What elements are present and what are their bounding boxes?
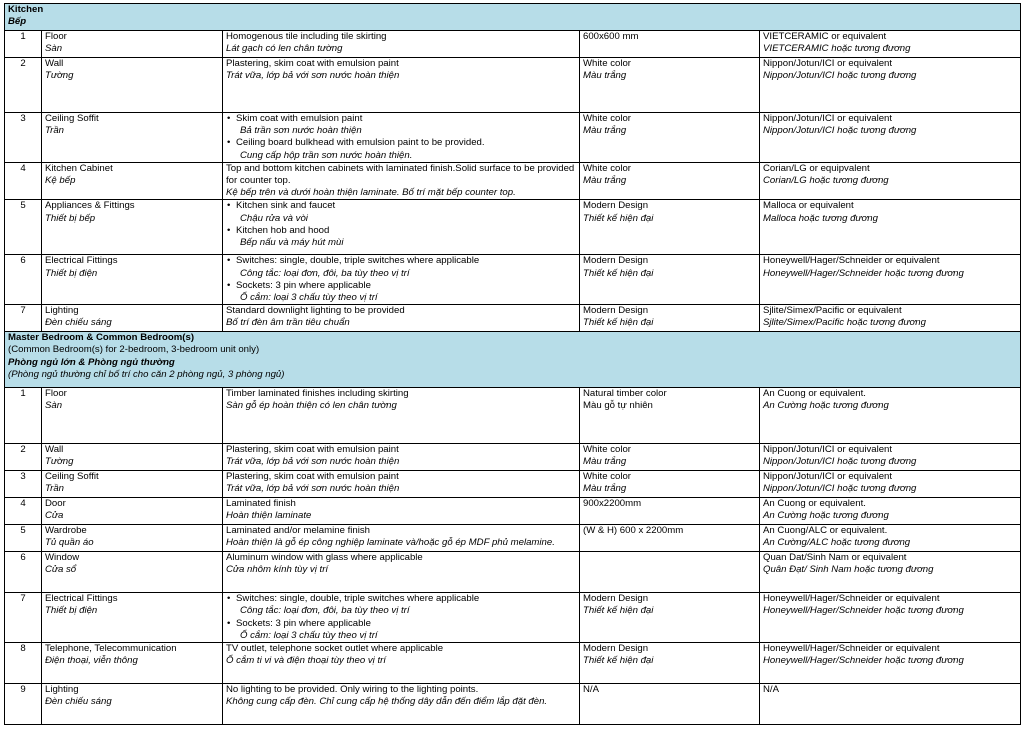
section-note: (Common Bedroom(s) for 2-bedroom, 3-bedroom unit only) xyxy=(8,344,260,356)
item-name: Lighting xyxy=(45,684,79,696)
brand-text: Honeywell/Hager/Schneider or equivalent xyxy=(763,593,940,605)
item-cell xyxy=(42,471,223,498)
item-name: Lighting xyxy=(45,305,79,317)
bullet-text: • Switches: single, double, triple switches where applicable xyxy=(236,255,480,267)
description-cell xyxy=(223,58,580,113)
row-number: 9 xyxy=(20,684,26,696)
table-row xyxy=(5,684,1021,725)
item-cell xyxy=(42,113,223,163)
section-title: Master Bedroom & Common Bedroom(s) xyxy=(8,332,195,344)
row-number-cell xyxy=(5,552,42,593)
description-bullet-item xyxy=(226,137,576,161)
specification-text-vi: Thiết kế hiện đại xyxy=(583,317,654,329)
item-cell xyxy=(42,444,223,471)
item-name-vi: Cửa sổ xyxy=(45,564,77,576)
specification-text: N/A xyxy=(583,684,599,696)
brand-text-vi: Quân Đạt/ Sinh Nam hoặc tương đương xyxy=(763,564,934,576)
brand-text-vi: Corian/LG hoặc tương đương xyxy=(763,175,889,187)
brand-cell xyxy=(760,593,1021,643)
specification-cell xyxy=(580,255,760,305)
specification-text: Natural timber color xyxy=(583,388,667,400)
bullet-text-vi: Chậu rửa và vòi xyxy=(240,212,308,224)
brand-text-vi: An Cường/ALC hoặc tương đương xyxy=(763,537,911,549)
specification-text-vi: Thiết kế hiện đại xyxy=(583,605,654,617)
item-cell xyxy=(42,684,223,725)
item-name-vi: Sàn xyxy=(45,43,63,55)
row-number-cell xyxy=(5,200,42,255)
brand-text: Quan Dat/Sinh Nam or equivalent xyxy=(763,552,907,564)
specification-cell xyxy=(580,305,760,332)
specification-cell xyxy=(580,552,760,593)
description-text: Plastering, skim coat with emulsion paint xyxy=(226,444,399,456)
table-row xyxy=(5,552,1021,593)
table-row xyxy=(5,643,1021,684)
row-number: 7 xyxy=(20,593,26,605)
description-cell xyxy=(223,444,580,471)
row-number: 6 xyxy=(20,255,26,267)
specification-cell xyxy=(580,388,760,444)
table-row xyxy=(5,498,1021,525)
description-bullet-item xyxy=(226,225,576,249)
item-cell xyxy=(42,388,223,444)
description-cell xyxy=(223,498,580,525)
specification-text: White color xyxy=(583,444,631,456)
specification-text-vi: Thiết kế hiện đại xyxy=(583,655,654,667)
section-header-cell xyxy=(5,4,1021,31)
description-text-vi: Bố trí đèn âm trần tiêu chuẩn xyxy=(226,317,350,329)
description-cell xyxy=(223,305,580,332)
specification-text: 900x2200mm xyxy=(583,498,642,510)
table-row xyxy=(5,31,1021,58)
description-cell xyxy=(223,200,580,255)
item-name-vi: Tường xyxy=(45,70,74,82)
row-number: 5 xyxy=(20,200,26,212)
row-number-cell xyxy=(5,498,42,525)
specification-text: (W & H) 600 x 2200mm xyxy=(583,525,684,537)
table-row xyxy=(5,162,1021,200)
item-name: Door xyxy=(45,498,66,510)
specification-text-vi: Màu trắng xyxy=(583,483,627,495)
specification-text-vi: Thiết kế hiện đại xyxy=(583,267,654,279)
brand-text: An Cuong or equivalent. xyxy=(763,498,866,510)
item-name: Wall xyxy=(45,444,64,456)
item-name-vi: Tường xyxy=(45,456,74,468)
bullet-text: • Ceiling board bulkhead with emulsion paint to be provided. xyxy=(236,137,485,149)
item-cell xyxy=(42,498,223,525)
finishes-spec-table xyxy=(4,3,1021,725)
description-bullet-item xyxy=(226,280,576,304)
brand-text-vi: An Cường hoặc tương đương xyxy=(763,510,889,522)
item-name-vi: Trần xyxy=(45,125,65,137)
description-text-vi: Cửa nhôm kính tùy vị trí xyxy=(226,564,329,576)
description-cell xyxy=(223,552,580,593)
specification-cell xyxy=(580,498,760,525)
bullet-text-vi: Bếp nấu và máy hút mùi xyxy=(240,237,344,249)
description-text: No lighting to be provided. Only wiring to the lighting points. xyxy=(226,684,479,696)
description-bullet-item xyxy=(226,200,576,224)
item-name: Floor xyxy=(45,388,67,400)
brand-text: Corian/LG or equipvalent xyxy=(763,162,870,174)
bullet-text: • Skim coat with emulsion paint xyxy=(236,113,363,124)
item-cell xyxy=(42,552,223,593)
item-name-vi: Trần xyxy=(45,483,65,495)
description-cell xyxy=(223,684,580,725)
bullet-text-vi: Công tắc: loại đơn, đôi, ba tùy theo vị trí xyxy=(240,267,410,279)
description-text: Plastering, skim coat with emulsion paint xyxy=(226,58,399,69)
specification-text: White color xyxy=(583,162,631,174)
row-number: 2 xyxy=(20,58,26,69)
bullet-text-vi: Ổ cắm: loại 3 chấu tùy theo vị trí xyxy=(240,292,378,304)
specification-cell xyxy=(580,525,760,552)
brand-cell xyxy=(760,388,1021,444)
row-number-cell xyxy=(5,684,42,725)
description-text-vi: Lát gạch có len chân tường xyxy=(226,43,343,55)
brand-cell xyxy=(760,471,1021,498)
description-text-vi: Sàn gỗ ép hoàn thiện có len chân tường xyxy=(226,400,397,412)
item-name-vi: Đèn chiếu sáng xyxy=(45,317,112,329)
item-name-vi: Sàn xyxy=(45,400,63,412)
description-text: Homogenous tile including tile skirting xyxy=(226,31,387,42)
brand-text-vi: Honeywell/Hager/Schneider hoặc tương đương xyxy=(763,605,964,617)
description-text-vi: Hoàn thiện laminate xyxy=(226,510,312,522)
brand-cell xyxy=(760,305,1021,332)
description-cell xyxy=(223,593,580,643)
specification-text-vi: Màu trắng xyxy=(583,456,627,468)
brand-cell xyxy=(760,162,1021,200)
brand-text: An Cuong or equivalent. xyxy=(763,388,866,400)
specification-cell xyxy=(580,593,760,643)
section-header-cell xyxy=(5,332,1021,388)
brand-cell xyxy=(760,444,1021,471)
brand-text: An Cuong/ALC or equivalent. xyxy=(763,525,888,537)
brand-text: VIETCERAMIC or equivalent xyxy=(763,31,887,42)
specification-cell xyxy=(580,200,760,255)
row-number-cell xyxy=(5,31,42,58)
row-number-cell xyxy=(5,593,42,643)
brand-cell xyxy=(760,58,1021,113)
row-number: 1 xyxy=(20,388,26,400)
description-text-vi: Trát vữa, lớp bả với sơn nước hoàn thiện xyxy=(226,456,400,468)
row-number: 3 xyxy=(20,113,26,124)
description-bullet-item xyxy=(226,255,576,279)
item-name-vi: Kệ bếp xyxy=(45,175,76,187)
description-bullets xyxy=(226,200,576,249)
item-cell xyxy=(42,255,223,305)
description-bullet-item xyxy=(226,113,576,137)
table-row xyxy=(5,388,1021,444)
table-row xyxy=(5,471,1021,498)
row-number-cell xyxy=(5,388,42,444)
item-name: Floor xyxy=(45,31,67,42)
description-cell xyxy=(223,113,580,163)
item-name: Window xyxy=(45,552,80,564)
row-number: 4 xyxy=(20,162,26,174)
brand-text-vi: Nippon/Jotun/ICI hoặc tương đương xyxy=(763,125,917,137)
description-text: Laminated finish xyxy=(226,498,296,510)
brand-cell xyxy=(760,498,1021,525)
item-name-vi: Đèn chiếu sáng xyxy=(45,696,112,708)
row-number: 8 xyxy=(20,643,26,655)
specification-cell xyxy=(580,113,760,163)
brand-text: Nippon/Jotun/ICI or equivalent xyxy=(763,113,893,124)
section-title-vi: Phòng ngủ lớn & Phòng ngủ thường xyxy=(8,356,175,368)
item-name: Telephone, Telecommunication xyxy=(45,643,177,655)
brand-text-vi: VIETCERAMIC hoặc tương đương xyxy=(763,43,911,55)
table-row xyxy=(5,593,1021,643)
bullet-text: • Sockets: 3 pin where applicable xyxy=(236,279,371,291)
description-cell xyxy=(223,388,580,444)
table-row xyxy=(5,305,1021,332)
specification-cell xyxy=(580,684,760,725)
description-text: Top and bottom kitchen cabinets with laminated finish.Solid surface to be provided for counter top. xyxy=(226,162,575,187)
bullet-text-vi: Công tắc: loại đơn, đôi, ba tùy theo vị trí xyxy=(240,605,410,617)
description-bullets xyxy=(226,113,576,162)
row-number-cell xyxy=(5,58,42,113)
description-text-vi: Ổ cắm ti vi và điện thoại tùy theo vị trí xyxy=(226,655,386,667)
row-number: 5 xyxy=(20,525,26,537)
item-cell xyxy=(42,31,223,58)
specification-text: White color xyxy=(583,113,631,124)
description-bullets xyxy=(226,255,576,304)
brand-text-vi: Honeywell/Hager/Schneider hoặc tương đương xyxy=(763,655,964,667)
bullet-text: • Sockets: 3 pin where applicable xyxy=(236,617,371,629)
brand-text-vi: Sjlite/Simex/Pacific hoặc tương đương xyxy=(763,317,926,329)
description-cell xyxy=(223,162,580,200)
description-text: Plastering, skim coat with emulsion paint xyxy=(226,471,399,483)
item-name: Ceiling Soffit xyxy=(45,113,99,124)
item-name: Electrical Fittings xyxy=(45,593,118,605)
table-row xyxy=(5,58,1021,113)
row-number-cell xyxy=(5,255,42,305)
item-cell xyxy=(42,305,223,332)
bullet-text-vi: Cung cấp hộp trần sơn nước hoàn thiện. xyxy=(240,149,413,161)
row-number-cell xyxy=(5,162,42,200)
description-text-vi: Trát vữa, lớp bả với sơn nước hoàn thiện xyxy=(226,70,400,82)
specification-text: Modern Design xyxy=(583,643,649,655)
specification-cell xyxy=(580,58,760,113)
row-number: 6 xyxy=(20,552,26,564)
section-note-vi: (Phòng ngủ thường chỉ bố trí cho căn 2 phòng ngủ, 3 phòng ngủ) xyxy=(8,368,285,380)
bullet-text: • Switches: single, double, triple switches where applicable xyxy=(236,593,480,605)
description-cell xyxy=(223,255,580,305)
brand-text: Nippon/Jotun/ICI or equivalent xyxy=(763,471,893,483)
brand-text-vi: An Cường hoặc tương đương xyxy=(763,400,889,412)
specification-text: White color xyxy=(583,58,631,69)
item-name: Kitchen Cabinet xyxy=(45,162,113,174)
item-name-vi: Cửa xyxy=(45,510,64,522)
description-text-vi: Trát vữa, lớp bả với sơn nước hoàn thiện xyxy=(226,483,400,495)
description-text: Laminated and/or melamine finish xyxy=(226,525,370,537)
item-name-vi: Thiết bị điện xyxy=(45,605,98,617)
description-text: Aluminum window with glass where applicable xyxy=(226,552,423,564)
table-row xyxy=(5,525,1021,552)
table-row xyxy=(5,113,1021,163)
item-name-vi: Thiết bị bếp xyxy=(45,212,96,224)
bullet-text-vi: Ổ cắm: loại 3 chấu tùy theo vị trí xyxy=(240,629,378,641)
row-number: 4 xyxy=(20,498,26,510)
row-number: 2 xyxy=(20,444,26,456)
row-number-cell xyxy=(5,643,42,684)
specification-text: 600x600 mm xyxy=(583,31,639,42)
brand-cell xyxy=(760,684,1021,725)
specification-cell xyxy=(580,643,760,684)
bedroom-section-header xyxy=(5,332,1021,388)
brand-cell xyxy=(760,255,1021,305)
specification-text-vi: Màu trắng xyxy=(583,125,627,137)
specification-cell xyxy=(580,162,760,200)
brand-text: Honeywell/Hager/Schneider or equivalent xyxy=(763,255,940,267)
bullet-text: • Kitchen hob and hood xyxy=(236,224,330,236)
item-name-vi: Tủ quần áo xyxy=(45,537,94,549)
description-text-vi: Kệ bếp trên và dưới hoàn thiện laminate. Bố trí mặt bếp counter top. xyxy=(226,187,516,199)
description-text-vi: Không cung cấp đèn. Chỉ cung cấp hệ thống dây dẫn đến điểm lắp đặt đèn. xyxy=(226,696,548,708)
brand-text: Sjlite/Simex/Pacific or equivalent xyxy=(763,305,902,317)
table-row xyxy=(5,200,1021,255)
specification-text-vi: Màu trắng xyxy=(583,70,627,82)
item-name: Wardrobe xyxy=(45,525,87,537)
row-number-cell xyxy=(5,471,42,498)
item-name: Wall xyxy=(45,58,64,69)
item-cell xyxy=(42,162,223,200)
brand-cell xyxy=(760,113,1021,163)
table-row xyxy=(5,255,1021,305)
description-cell xyxy=(223,471,580,498)
brand-text: Nippon/Jotun/ICI or equivalent xyxy=(763,444,893,456)
brand-text-vi: Malloca hoặc tương đương xyxy=(763,212,878,224)
description-cell xyxy=(223,525,580,552)
section-title: Kitchen xyxy=(8,4,44,15)
specification-text-vi: Màu gỗ tự nhiên xyxy=(583,400,653,412)
row-number: 7 xyxy=(20,305,26,317)
brand-cell xyxy=(760,552,1021,593)
item-name: Appliances & Fittings xyxy=(45,200,135,212)
description-text: Timber laminated finishes including skirting xyxy=(226,388,409,400)
bullet-text: • Kitchen sink and faucet xyxy=(236,200,336,212)
brand-cell xyxy=(760,643,1021,684)
specification-text: White color xyxy=(583,471,631,483)
description-text-vi: Hoàn thiện là gỗ ép công nghiệp laminate và/hoặc gỗ ép MDF phủ melamine. xyxy=(226,537,555,549)
description-cell xyxy=(223,643,580,684)
item-cell xyxy=(42,525,223,552)
item-cell xyxy=(42,200,223,255)
brand-text: Nippon/Jotun/ICI or equivalent xyxy=(763,58,893,69)
brand-cell xyxy=(760,525,1021,552)
brand-text-vi: Nippon/Jotun/ICI hoặc tương đương xyxy=(763,483,917,495)
row-number-cell xyxy=(5,305,42,332)
description-bullet-item xyxy=(226,618,576,642)
row-number: 3 xyxy=(20,471,26,483)
item-name-vi: Điện thoại, viễn thông xyxy=(45,655,138,667)
item-cell xyxy=(42,643,223,684)
brand-text: Honeywell/Hager/Schneider or equivalent xyxy=(763,643,940,655)
brand-text-vi: Nippon/Jotun/ICI hoặc tương đương xyxy=(763,456,917,468)
specification-cell xyxy=(580,471,760,498)
item-cell xyxy=(42,58,223,113)
specification-text: Modern Design xyxy=(583,305,649,317)
row-number-cell xyxy=(5,525,42,552)
item-name: Ceiling Soffit xyxy=(45,471,99,483)
description-text: Standard downlight lighting to be provided xyxy=(226,305,405,317)
row-number-cell xyxy=(5,113,42,163)
table-row xyxy=(5,444,1021,471)
item-name: Electrical Fittings xyxy=(45,255,118,267)
row-number: 1 xyxy=(20,31,26,42)
specification-cell xyxy=(580,444,760,471)
brand-text-vi: Nippon/Jotun/ICI hoặc tương đương xyxy=(763,70,917,82)
specification-text: Modern Design xyxy=(583,255,649,267)
specification-text-vi: Thiết kế hiện đại xyxy=(583,212,654,224)
brand-cell xyxy=(760,200,1021,255)
brand-text-vi: Honeywell/Hager/Schneider hoặc tương đương xyxy=(763,267,964,279)
description-bullets xyxy=(226,593,576,642)
item-cell xyxy=(42,593,223,643)
specification-cell xyxy=(580,31,760,58)
description-text: TV outlet, telephone socket outlet where applicable xyxy=(226,643,444,655)
specification-text: Modern Design xyxy=(583,593,649,605)
kitchen-section-header xyxy=(5,4,1021,31)
spec-table-body xyxy=(5,4,1021,725)
description-bullet-item xyxy=(226,593,576,617)
specification-text-vi: Màu trắng xyxy=(583,175,627,187)
row-number-cell xyxy=(5,444,42,471)
specification-text: Modern Design xyxy=(583,200,649,212)
brand-text: Malloca or equivalent xyxy=(763,200,854,212)
description-cell xyxy=(223,31,580,58)
brand-text: N/A xyxy=(763,684,779,696)
bullet-text-vi: Bả trần sơn nước hoàn thiện xyxy=(240,125,362,137)
item-name-vi: Thiết bị điện xyxy=(45,267,98,279)
brand-cell xyxy=(760,31,1021,58)
section-title-vi: Bếp xyxy=(8,16,27,28)
